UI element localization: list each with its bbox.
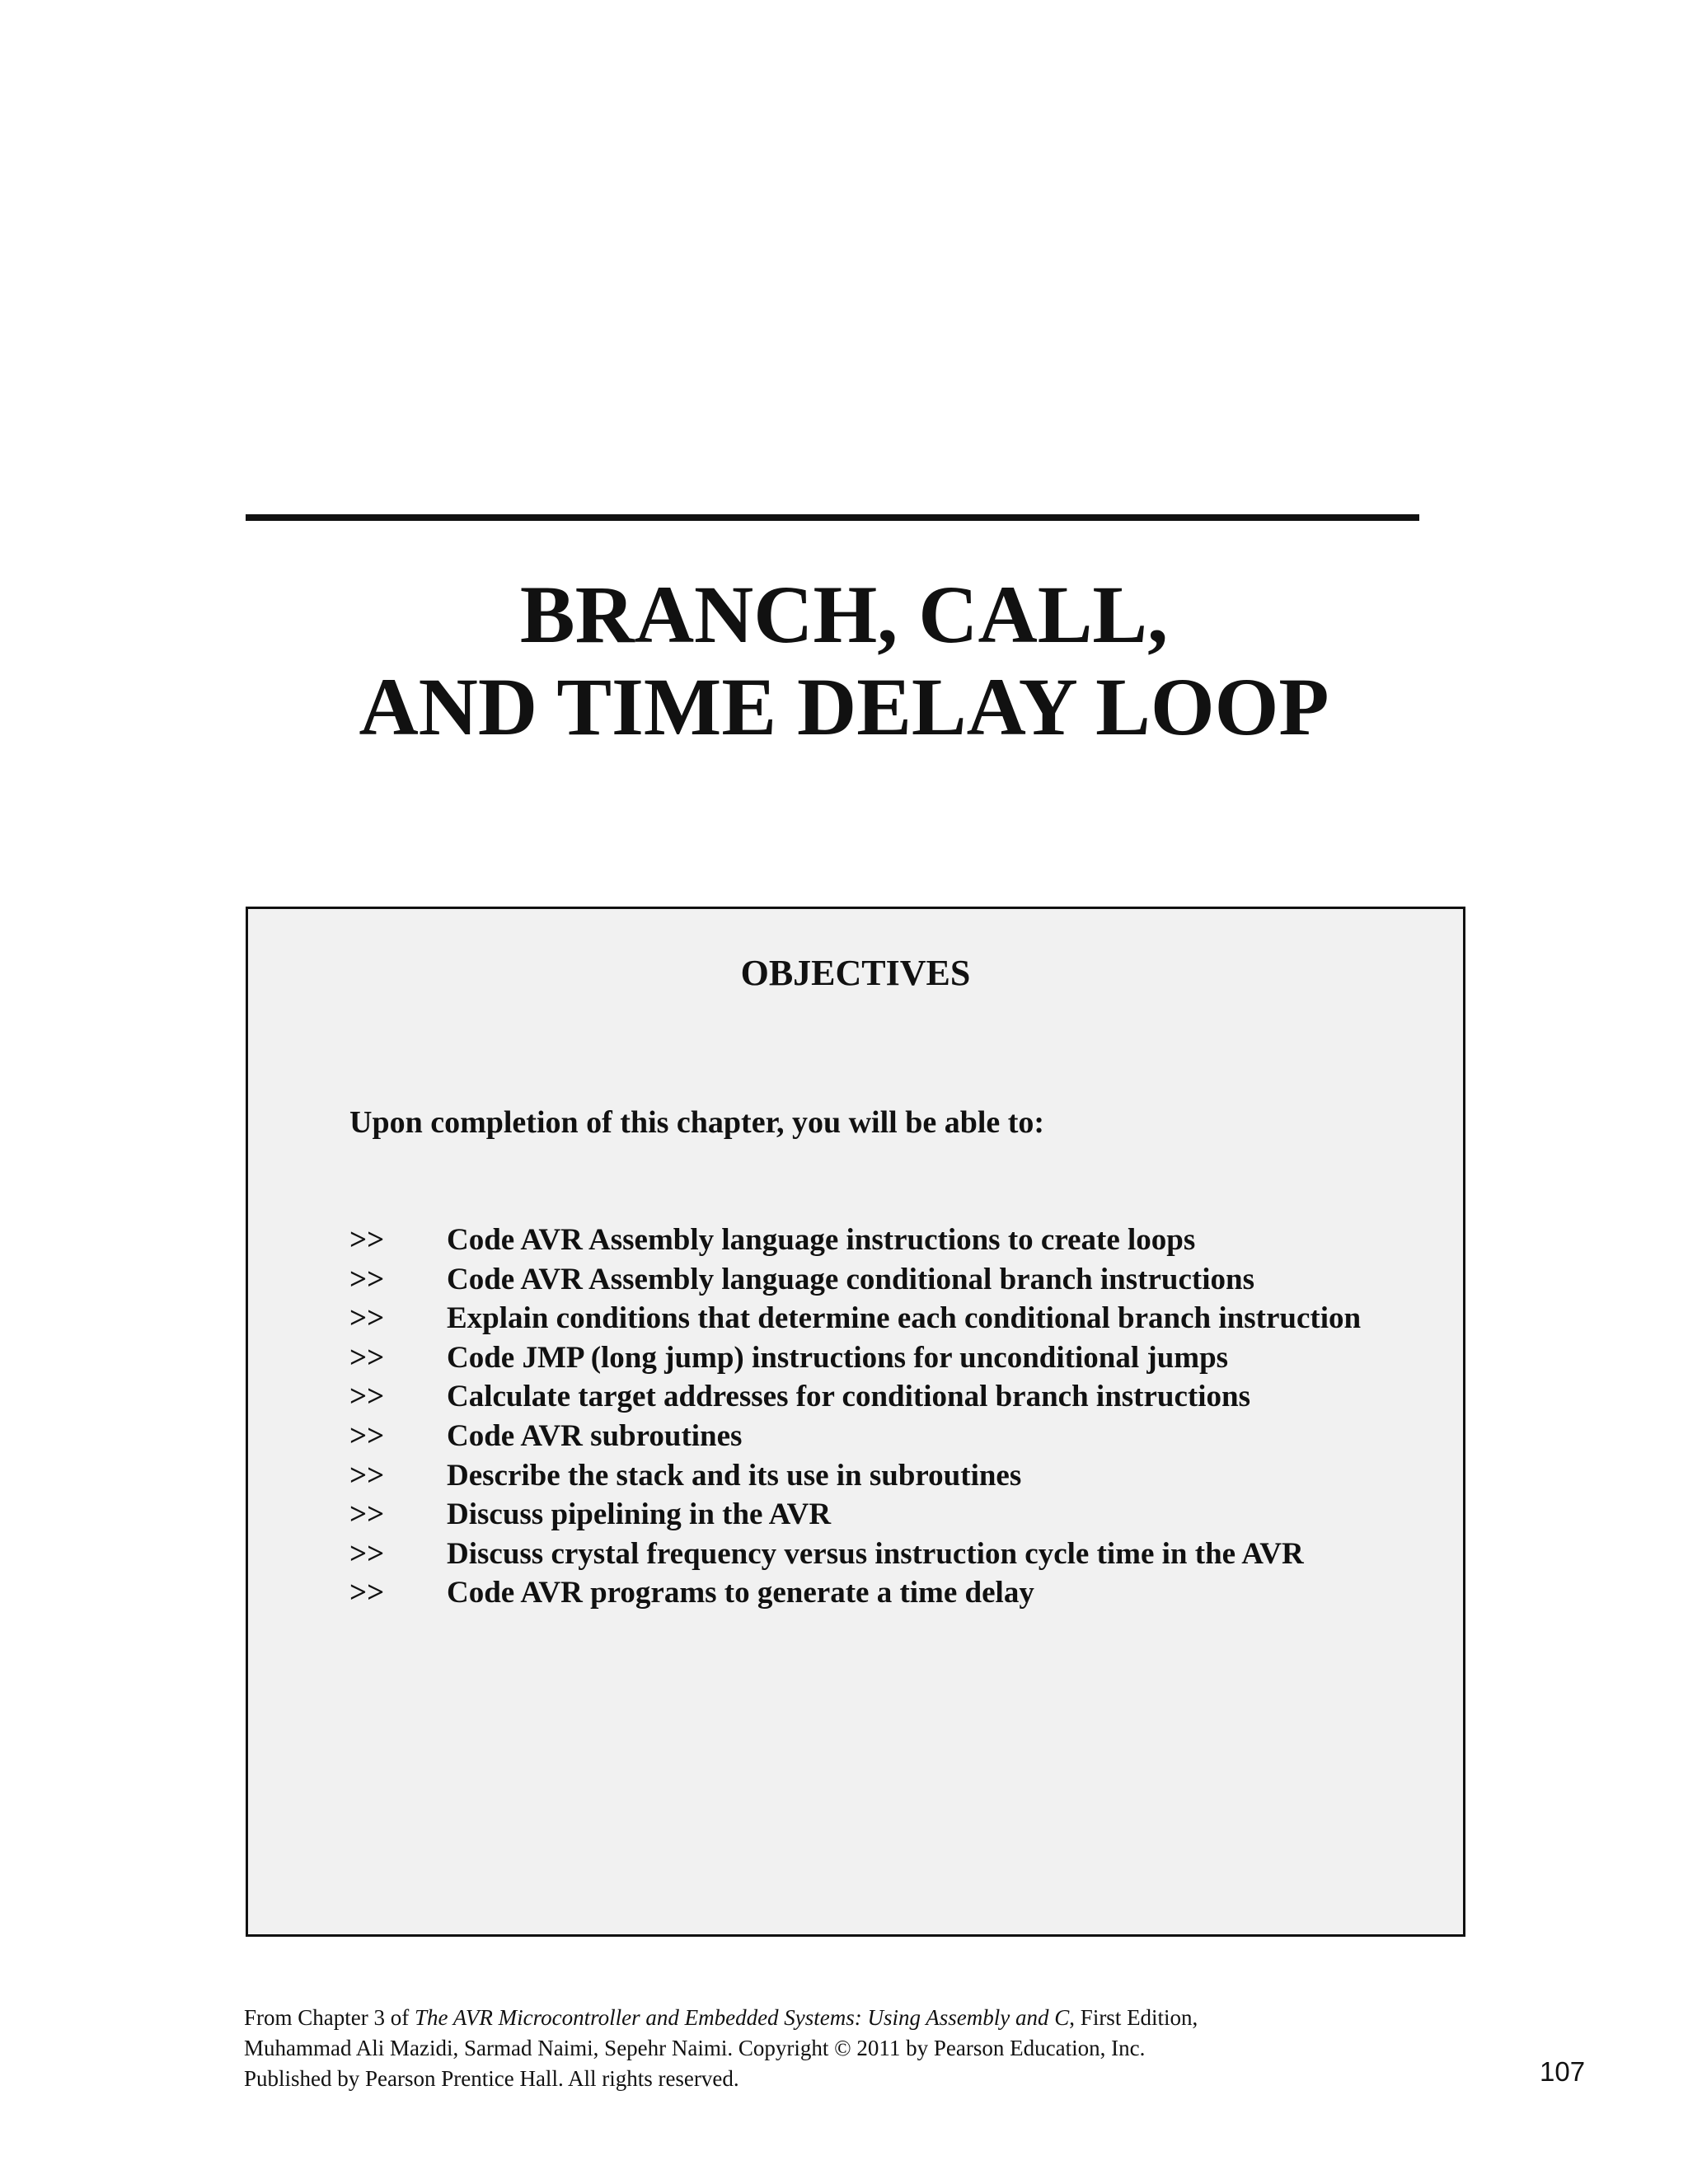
objectives-heading: OBJECTIVES [740,953,971,993]
chapter-title-line-2: AND TIME DELAY LOOP [359,661,1329,752]
objective-item [349,1299,1361,1338]
objectives-intro: Upon completion of this chapter, you will be able to: [349,1105,1045,1140]
objectives-box [246,907,1465,1937]
chapter-title [0,569,1688,753]
objective-text: Code AVR subroutines [447,1418,743,1453]
objective-text: Code AVR Assembly language conditional branch instructions [447,1262,1254,1296]
objective-marker: >> [349,1536,385,1571]
objective-marker: >> [349,1223,385,1257]
book-title: The AVR Microcontroller and Embedded Systems: Using Assembly and C [414,2005,1070,2030]
page-number: 107 [1540,2056,1586,2087]
objective-marker: >> [349,1340,385,1375]
objective-marker: >> [349,1458,385,1493]
objective-item [349,1338,1361,1378]
objective-item [349,1495,1361,1535]
objective-marker: >> [349,1418,385,1453]
title-rule [246,514,1419,521]
objective-text: Code JMP (long jump) instructions for unconditional jumps [447,1340,1229,1375]
objective-marker: >> [349,1380,385,1414]
objective-marker: >> [349,1301,385,1336]
objectives-list [349,1221,1361,1613]
objective-text: Describe the stack and its use in subroutines [447,1458,1022,1493]
objective-text: Discuss pipelining in the AVR [447,1497,832,1532]
source-credit [244,2003,1198,2094]
objective-text: Code AVR programs to generate a time delay [447,1576,1034,1610]
objective-marker: >> [349,1497,385,1532]
source-credit-prefix: From Chapter 3 of [244,2005,415,2030]
objective-item [349,1456,1361,1496]
source-credit-line-1 [244,2003,1198,2033]
source-credit-line-2: Muhammad Ali Mazidi, Sarmad Naimi, Sepehr Naimi. Copyright © 2011 by Pearson Education, Inc. [244,2036,1146,2060]
source-credit-line-3: Published by Pearson Prentice Hall. All rights reserved. [244,2066,739,2091]
objective-text: Calculate target addresses for conditional branch instructions [447,1380,1251,1414]
objective-marker: >> [349,1576,385,1610]
objective-item [349,1535,1361,1574]
objective-item [349,1377,1361,1417]
objective-text: Explain conditions that determine each conditional branch instruction [447,1301,1362,1336]
objective-item [349,1221,1361,1260]
objective-item [349,1260,1361,1300]
objective-item [349,1417,1361,1456]
chapter-title-line-1: BRANCH, CALL, [519,569,1169,660]
source-credit-suffix: , First Edition, [1069,2005,1198,2030]
objective-marker: >> [349,1262,385,1296]
objective-item [349,1573,1361,1613]
objective-text: Code AVR Assembly language instructions to create loops [447,1223,1196,1257]
objective-text: Discuss crystal frequency versus instruction cycle time in the AVR [447,1536,1304,1571]
